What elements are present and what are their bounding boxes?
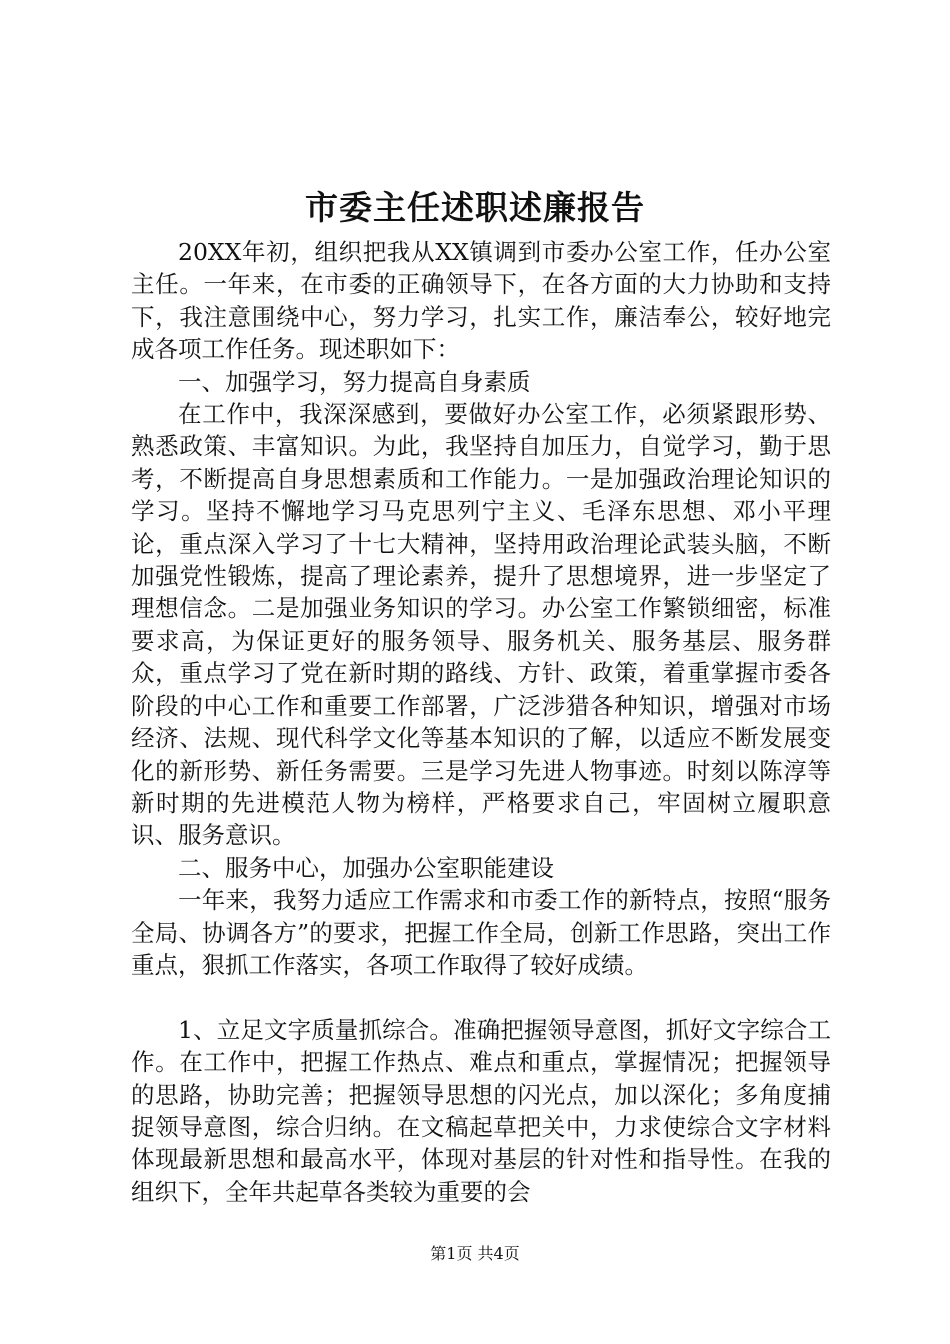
section-heading-1: 一、加强学习，努力提高自身素质	[178, 367, 531, 396]
item-1-paragraph: 1、立足文字质量抓综合。准确把握领导意图，抓好文字综合工作。在工作中，把握工作热点、难点和重点，掌握情况；把握领导的思路，协助完善；把握领导思想的闪光点，加以深化；多角度捕捉领导意图，综合归纳。在文稿起草把关中，力求使综合文字材料体现最新思想和最高水平，体现对基层的针对性和指导性。在我的组织下，全年共起草各类较为重要的会	[131, 1015, 831, 1206]
document-title: 市委主任述职述廉报告	[305, 188, 645, 227]
document-body	[131, 236, 831, 1208]
section-1-paragraph: 在工作中，我深深感到，要做好办公室工作，必须紧跟形势、熟悉政策、丰富知识。为此，我坚持自加压力，自觉学习，勤于思考，不断提高自身思想素质和工作能力。一是加强政治理论知识的学习。坚持不懈地学习马克思列宁主义、毛泽东思想、邓小平理论，重点深入学习了十七大精神，坚持用政治理论武装头脑，不断加强党性锻炼，提高了理论素养，提升了思想境界，进一步坚定了理想信念。二是加强业务知识的学习。办公室工作繁锁细密，标准要求高，为保证更好的服务领导、服务机关、服务基层、服务群众，重点学习了党在新时期的路线、方针、政策，着重掌握市委各阶段的中心工作和重要工作部署，广泛涉猎各种知识，增强对市场经济、法规、现代科学文化等基本知识的了解，以适应不断发展变化的新形势、新任务需要。三是学习先进人物事迹。时刻以陈淳等新时期的先进模范人物为榜样，严格要求自己，牢固树立履职意识、服务意识。	[131, 400, 831, 850]
page-footer: 第1页 共4页	[430, 1244, 520, 1263]
section-heading-2: 二、服务中心，加强办公室职能建设	[178, 853, 554, 882]
intro-paragraph: 20XX年初，组织把我从XX镇调到市委办公室工作，任办公室主任。一年来，在市委的正确领导下，在各方面的大力协助和支持下，我注意围绕中心，努力学习，扎实工作，廉洁奉公，较好地完成各项工作任务。现述职如下：	[131, 238, 831, 364]
section-2-paragraph: 一年来，我努力适应工作需求和市委工作的新特点，按照“服务全局、协调各方”的要求，把握工作全局，创新工作思路，突出工作重点，狠抓工作落实，各项工作取得了较好成绩。	[131, 886, 831, 979]
